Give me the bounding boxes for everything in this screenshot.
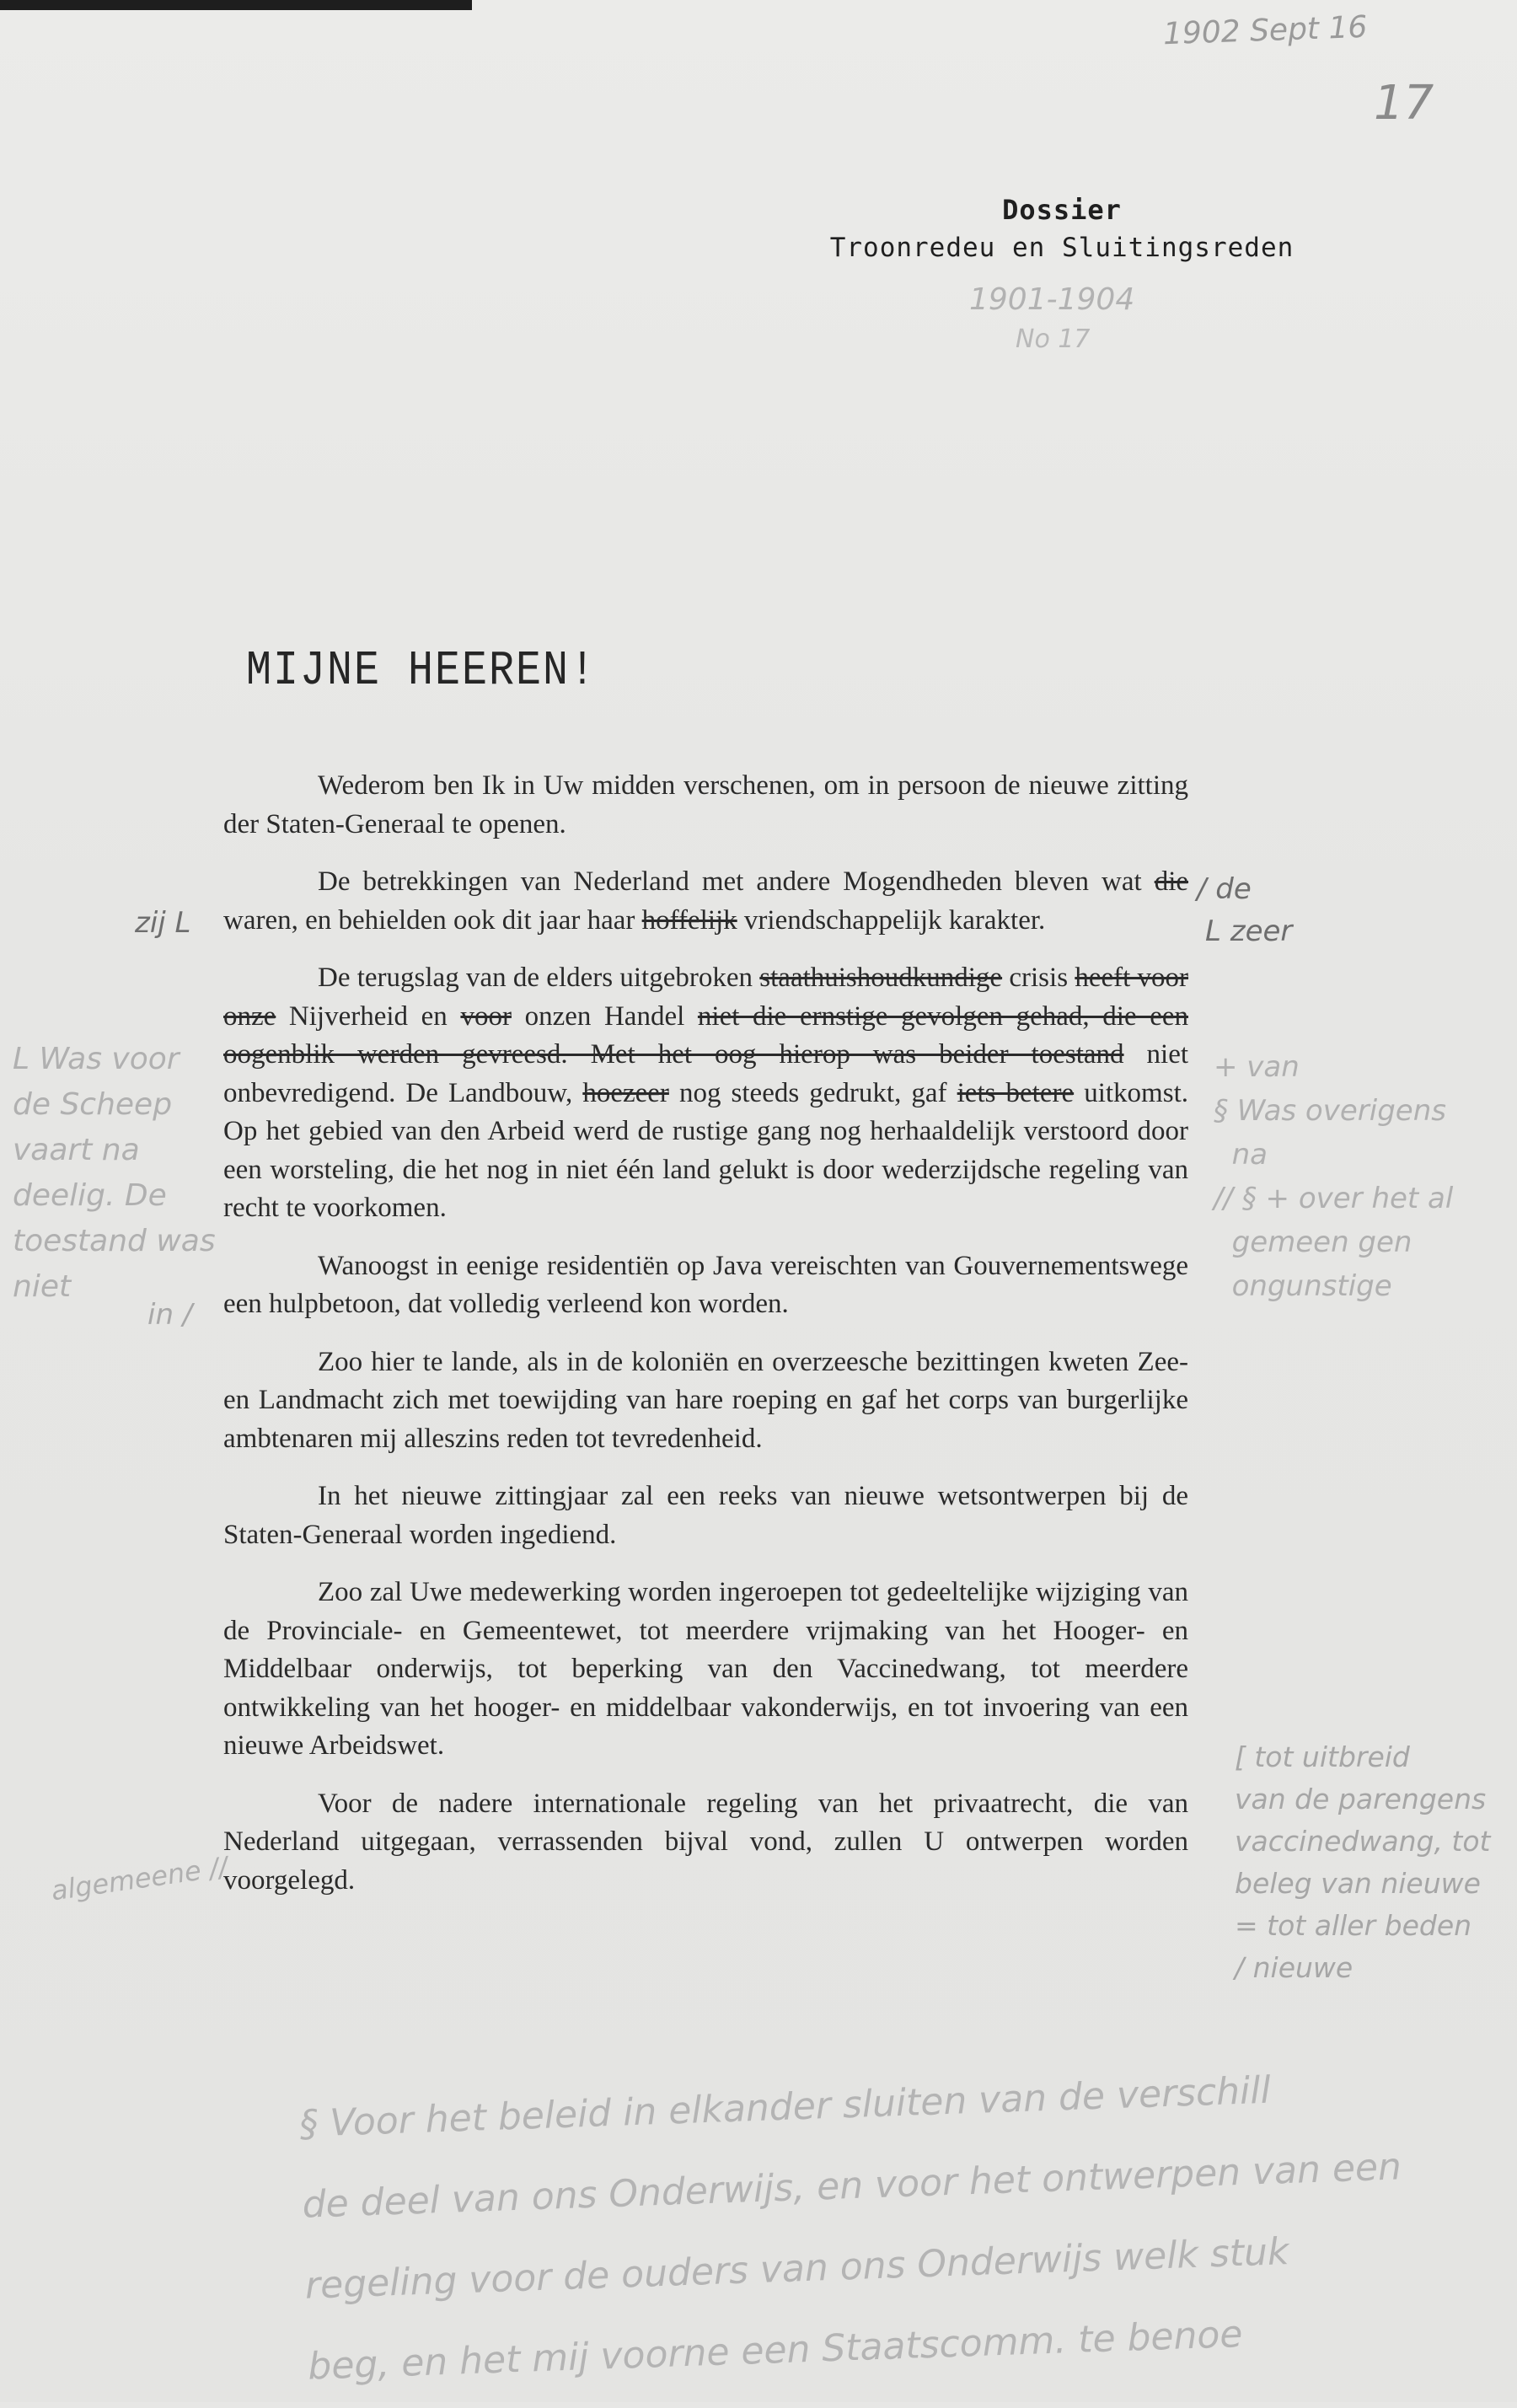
text-run: niet onbevredigend. De Landbouw,: [223, 1039, 1189, 1108]
paragraph-7: Zoo zal Uwe medewerking worden ingeroepen tot gedeeltelijke wijziging van de Provinciale- en Gemeentewet, tot meerdere vrijmaking van het Hooger- en Middelbaar onderwijs, tot beperking van den Vaccinedwang, tot meerdere ontwikkeling van het hooger- en middelbaar vakonderwijs, en tot invoering van een nieuwe Arbeidswet.: [223, 1577, 1188, 1761]
pencil-page-number: 17: [1374, 76, 1434, 131]
paragraph-2: [223, 863, 1188, 940]
dossier-subject: Troonredeu en Sluitingsreden: [829, 233, 1295, 263]
margin-note-right-4: [ tot uitbreid van de parengens vaccinedwang, tot beleg van nieuwe = tot aller beden / nieuwe: [1235, 1740, 1491, 1984]
struck-text: heeft voor onze: [223, 963, 1189, 1032]
struck-text: die: [1154, 866, 1189, 897]
margin-note-right-3: + van § Was overigens na // § + over het al gemeen gen ongunstige: [1214, 1050, 1454, 1303]
dossier-stamp: [809, 194, 1315, 263]
text-run: De terugslag van de elders uitgebroken: [318, 963, 753, 993]
struck-text: hoezeer: [582, 1077, 669, 1108]
pencil-year-range: 1901-1904: [969, 282, 1135, 317]
paragraph-4: Wanoogst in eenige residentiën op Java vereischten van Gouvernementswege een hulpbetoon, dat volledig verleend kon worden.: [223, 1250, 1188, 1319]
paragraph-1: Wederom ben Ik in Uw midden verschenen, om in persoon de nieuwe zitting der Staten-Generaal te openen.: [223, 770, 1188, 839]
struck-text: niet die ernstige gevolgen gehad, die een oogenblik werden gevreesd. Met het oog hierop was beider toestand: [223, 1000, 1189, 1070]
margin-note-right-1: / de: [1197, 872, 1252, 906]
page-title: MIJNE HEEREN!: [245, 643, 598, 700]
bottom-pencil-note: § Voor het beleid in elkander sluiten van de verschill de deel van ons Onderwijs, en voor het ontwerpen van een regeling voor de ouders van ons Onderwijs welk stuk beg, en het mij voorne een Staatscomm. te benoe: [298, 2068, 1402, 2389]
text-run: nog steeds gedrukt, gaf: [678, 1077, 947, 1108]
paragraph-6: In het nieuwe zittingjaar zal een reeks van nieuwe wetsontwerpen bij de Staten-Generaal worden ingediend.: [223, 1481, 1188, 1550]
dossier-label: Dossier: [1002, 194, 1122, 226]
text-run: waren, en behielden ook dit jaar haar: [223, 904, 635, 936]
margin-note-left-2: L Was voor de Scheep vaart na deelig. De toestand was niet: [13, 1042, 216, 1304]
speech-body: [223, 767, 1188, 1919]
pencil-item-number: No 17: [1016, 324, 1091, 354]
text-run: vriendschappelijk karakter.: [743, 904, 1046, 936]
text-run: crisis: [1009, 963, 1069, 993]
text-run: Nijverheid en: [288, 1000, 448, 1032]
struck-text: iets betere: [957, 1077, 1075, 1108]
struck-text: hoffelijk: [641, 904, 737, 936]
margin-note-left-1: zij L: [135, 906, 191, 940]
text-run: onzen Handel: [524, 1000, 685, 1032]
pencil-date-note: 1902 Sept 16: [1162, 9, 1368, 52]
margin-note-right-2: L zeer: [1205, 914, 1293, 948]
text-run: uitkomst. Op het gebied van den Arbeid werd de rustige gang nog herhaaldelijk verstoord door een worsteling, die het nog in niet één land gelukt is door wederzijdsche regeling van recht te voorkomen.: [223, 1077, 1188, 1223]
margin-note-left-3: in /: [147, 1298, 193, 1332]
struck-text: staathuishoudkundige: [759, 963, 1003, 993]
paragraph-5: Zoo hier te lande, als in de koloniën en overzeesche bezittingen kweten Zee- en Landmacht zich met toewijding van hare roeping en gaf het corps van burgerlijke ambtenaren mij alleszins reden tot tevredenheid.: [223, 1346, 1188, 1454]
text-run: De betrekkingen van Nederland met andere Mogendheden bleven wat: [318, 866, 1142, 897]
scan-edge-bar: [0, 0, 472, 10]
paragraph-8: Voor de nadere internationale regeling van het privaatrecht, die van Nederland uitgegaan, verrassenden bijval vond, zullen U ontwerpen worden voorgelegd.: [223, 1788, 1188, 1896]
paragraph-3: [223, 959, 1188, 1228]
margin-note-left-4: algemeene //: [49, 1850, 230, 1907]
struck-text: voor: [460, 1000, 512, 1032]
